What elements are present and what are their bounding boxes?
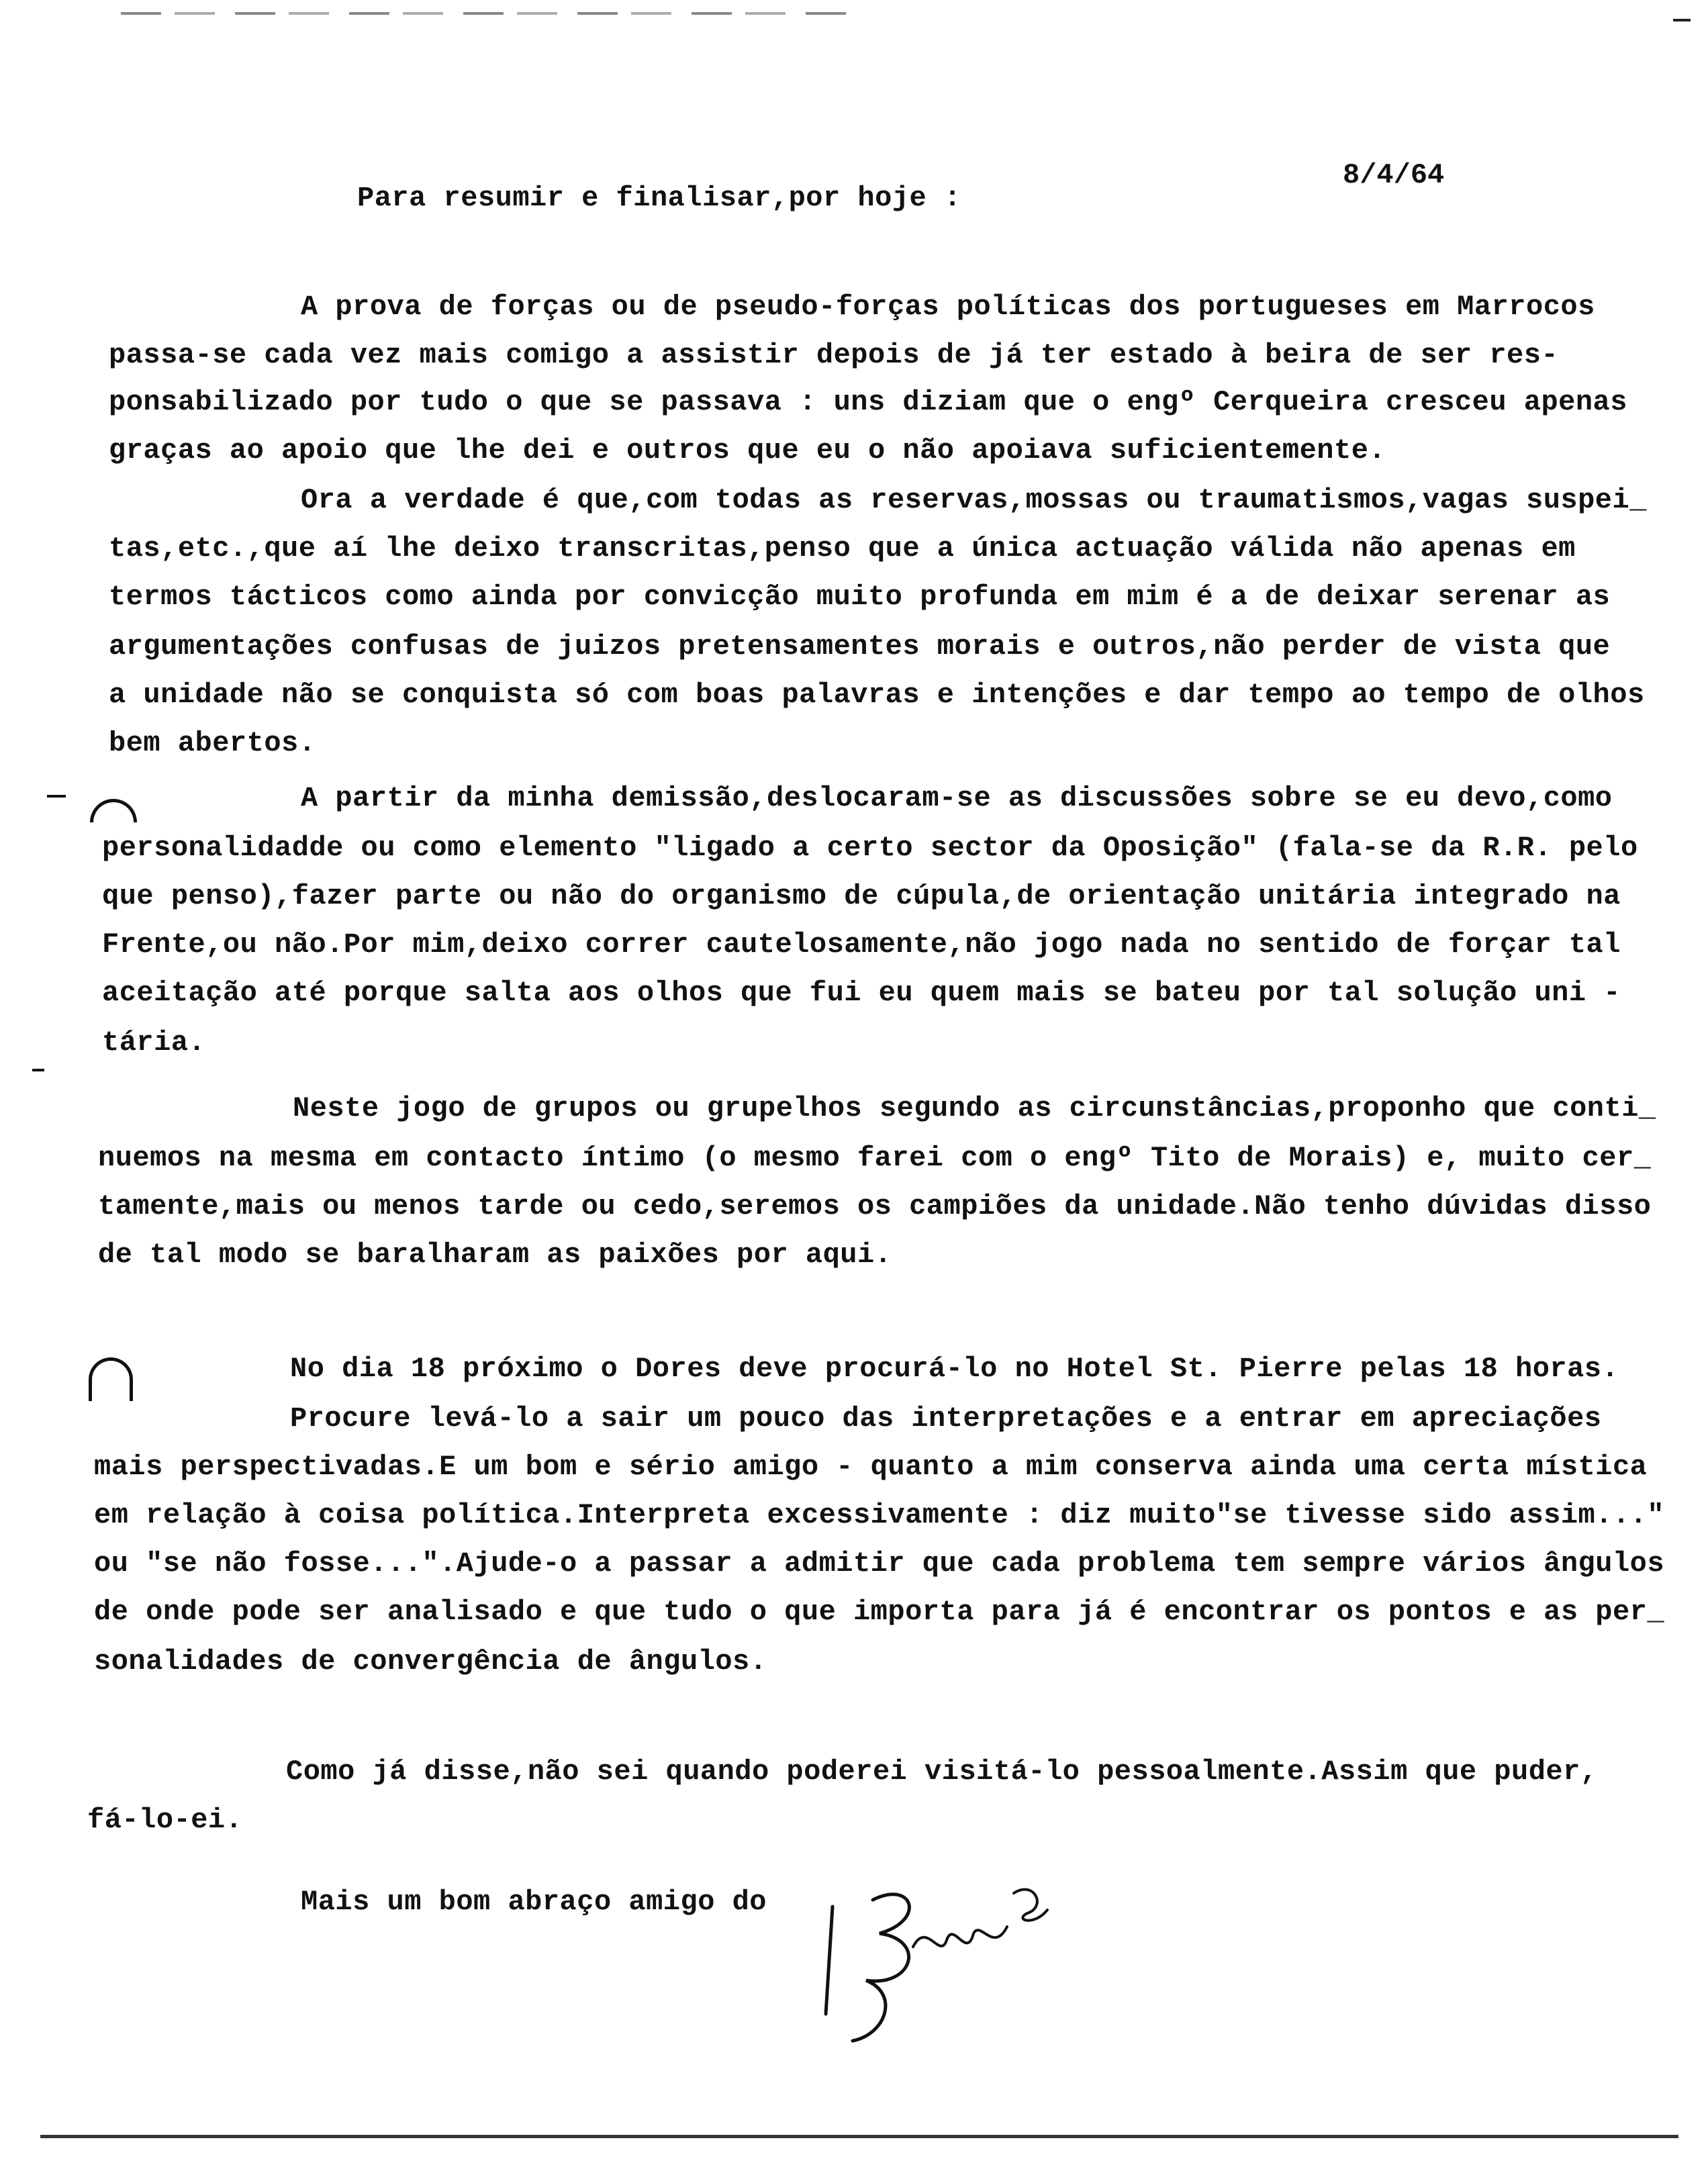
text-line: aceitação até porque salta aos olhos que fui eu quem mais se bateu por tal solução uni - (102, 977, 1621, 1009)
text-line: que penso),fazer parte ou não do organismo de cúpula,de orientação unitária integrado na (102, 880, 1621, 912)
text-line: Frente,ou não.Por mim,deixo correr cautelosamente,não jogo nada no sentido de forçar tal (102, 928, 1621, 961)
text-line: bem abertos. (109, 727, 316, 759)
text-line: nuemos na mesma em contacto íntimo (o mesmo farei com o engº Tito de Morais) e, muito cer_ (98, 1142, 1652, 1174)
text-line: termos tácticos como ainda por convicção muito profunda em mim é a de deixar serenar as (109, 581, 1611, 613)
margin-bracket-mark (89, 1357, 133, 1401)
scan-edge-top (121, 12, 846, 15)
margin-tick (32, 1069, 44, 1071)
text-line: tária. (102, 1026, 206, 1059)
corner-mark (1673, 19, 1691, 21)
margin-bracket-mark (90, 799, 137, 822)
letter-date: 8/4/64 (1343, 159, 1445, 191)
text-line: Ora a verdade é que,com todas as reservas,mossas ou traumatismos,vagas suspei_ (301, 484, 1647, 516)
text-line: A prova de forças ou de pseudo-forças políticas dos portugueses em Marrocos (301, 291, 1595, 323)
text-line: em relação à coisa política.Interpreta excessivamente : diz muito"se tivesse sido assim..." (94, 1499, 1665, 1531)
text-line: de tal modo se baralharam as paixões por aqui. (98, 1239, 892, 1271)
text-line: tamente,mais ou menos tarde ou cedo,seremos os campiões da unidade.Não tenho dúvidas disso (98, 1190, 1652, 1222)
text-line: passa-se cada vez mais comigo a assistir depois de já ter estado à beira de ser res- (109, 339, 1559, 371)
text-line: Neste jogo de grupos ou grupelhos segundo as circunstâncias,proponho que conti_ (293, 1092, 1656, 1124)
scan-edge-bottom (40, 2135, 1678, 2138)
text-line: mais perspectivadas.E um bom e sério amigo - quanto a mim conserva ainda uma certa mística (94, 1451, 1648, 1483)
handwritten-signature (812, 1880, 1081, 2054)
text-line: Procure levá-lo a sair um pouco das interpretações e a entrar em apreciações (290, 1402, 1602, 1435)
text-line: a unidade não se conquista só com boas palavras e intenções e dar tempo ao tempo de olhos (109, 679, 1645, 711)
closing-line: Mais um bom abraço amigo do (301, 1886, 767, 1918)
text-line: A partir da minha demissão,deslocaram-se as discussões sobre se eu devo,como (301, 782, 1613, 814)
text-line: No dia 18 próximo o Dores deve procurá-lo no Hotel St. Pierre pelas 18 horas. (290, 1353, 1619, 1385)
text-line: ponsabilizado por tudo o que se passava : uns diziam que o engº Cerqueira cresceu apenas (109, 386, 1627, 418)
text-line: argumentações confusas de juizos pretensamentes morais e outros,não perder de vista que (109, 630, 1611, 663)
text-line: graças ao apoio que lhe dei e outros que eu o não apoiava suficientemente. (109, 434, 1386, 467)
text-line: ou "se não fosse...".Ajude-o a passar a admitir que cada problema tem sempre vários ângulos (94, 1547, 1665, 1580)
margin-tick (47, 795, 66, 798)
text-line: Como já disse,não sei quando poderei visitá-lo pessoalmente.Assim que puder, (286, 1756, 1598, 1788)
text-line: de onde pode ser analisado e que tudo o que importa para já é encontrar os pontos e as per_ (94, 1596, 1665, 1628)
letter-heading: Para resumir e finalisar,por hoje : (357, 182, 961, 214)
text-line: personalidadde ou como elemento "ligado a certo sector da Oposição" (fala-se da R.R. pelo (102, 832, 1638, 864)
text-line: tas,etc.,que aí lhe deixo transcritas,penso que a única actuação válida não apenas em (109, 532, 1576, 565)
text-line: sonalidades de convergência de ângulos. (94, 1645, 767, 1678)
text-line: fá-lo-ei. (87, 1804, 243, 1836)
